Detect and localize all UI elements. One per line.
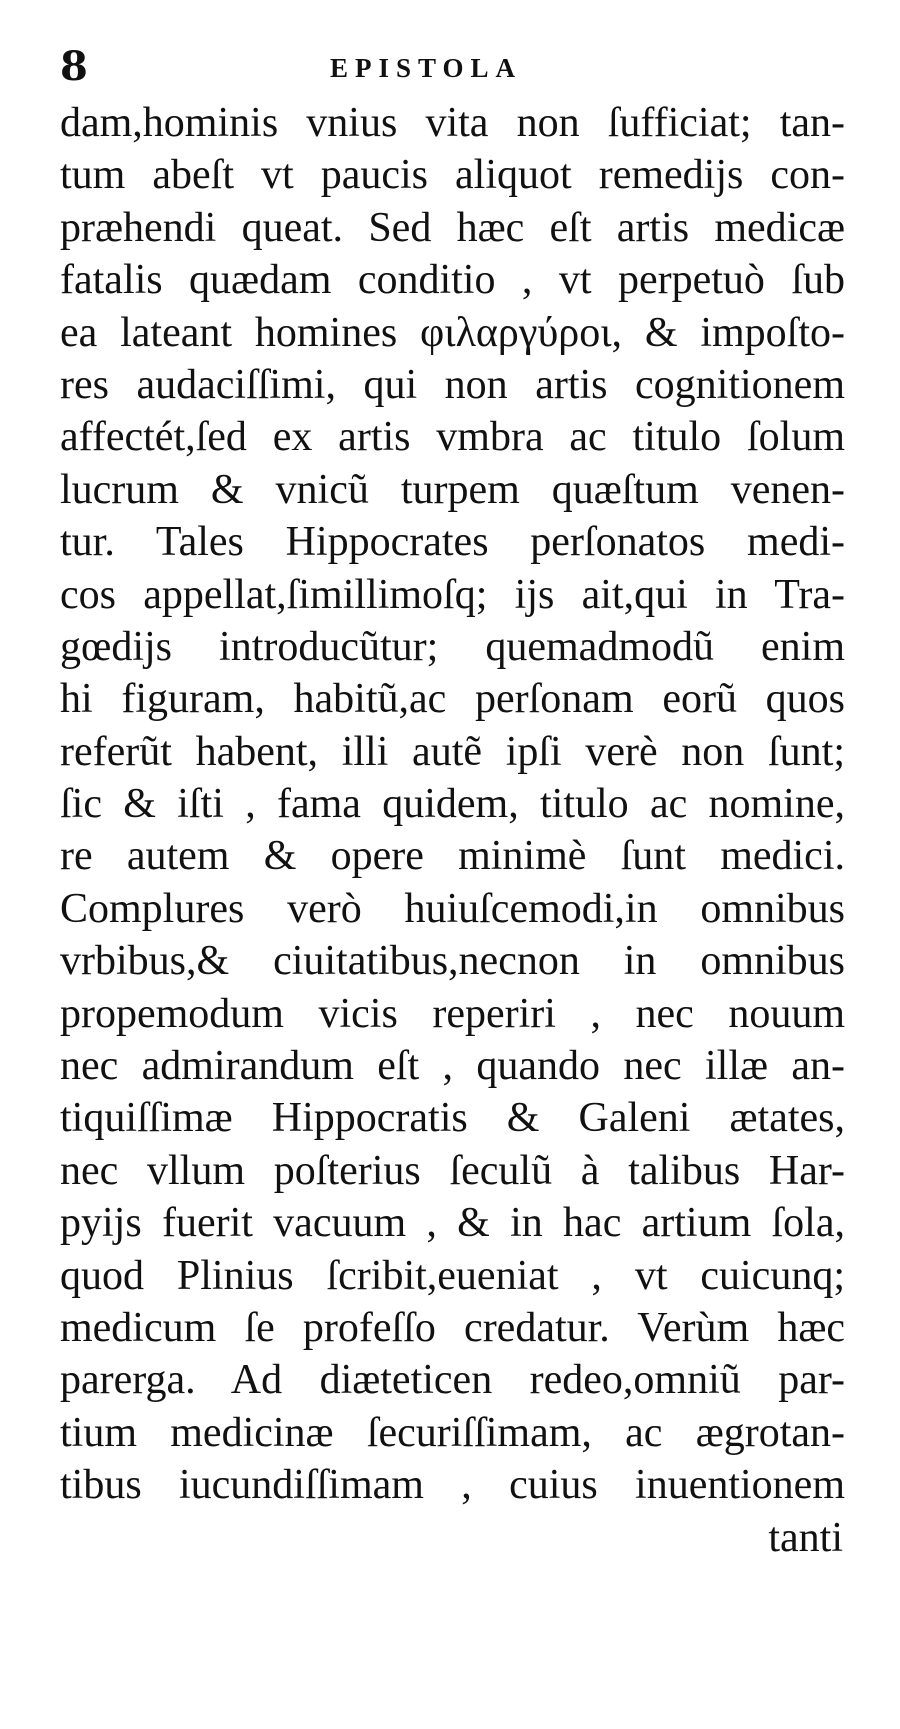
running-head [60,42,850,92]
catchword: tanti [768,1514,843,1561]
text-line: dam,hominis vnius vita non ſufficiat; tan- [60,100,845,146]
text-line: tiquiſſimæ Hippocratis & Galeni ætates, [60,1095,845,1142]
page-number: 8 [60,43,88,90]
text-line: tibus iucundiſſimam , cuius inuentionem [60,1462,845,1509]
body-text [60,97,845,1564]
text-line: nec admirandum eſt , quando nec illæ an- [60,1043,845,1090]
text-line: tum abeſt vt paucis aliquot remedijs con- [60,152,845,199]
text-line: tur. Tales Hippocrates perſonatos medi- [60,519,845,566]
text-line: hi figuram, habitũ,ac perſonam eorũ quos [60,676,845,723]
text-line: Complures verò huiuſcemodi,in omnibus [60,885,845,932]
text-line: re autem & opere minimè ſunt medici. [60,833,845,880]
text-line: vrbibus,& ciuitatibus,necnon in omnibus [60,938,845,985]
text-line: cos appellat,ſimillimoſq; ijs ait,qui in Tra- [60,571,845,618]
text-line: res audaciſſimi, qui non artis cognitionem [60,361,845,408]
text-line: tium medicinæ ſecuriſſimam, ac ægrotan- [60,1409,845,1456]
running-title: EPISTOLA [330,53,523,83]
text-line: ſic & iſti , fama quidem, titulo ac nomine, [60,781,845,828]
text-line: medicum ſe profeſſo credatur. Verùm hæc [60,1304,845,1351]
text-line: lucrum & vnicũ turpem quæſtum venen- [60,466,845,513]
text-line: quod Plinius ſcribit,eueniat , vt cuicunq; [60,1252,845,1299]
text-line: referũt habent, illi autẽ ipſi verè non ſunt; [60,728,845,775]
text-line: nec vllum poſterius ſeculũ à talibus Har- [60,1147,845,1194]
text-line: ea lateant homines φιλαργύροι, & impoſto- [60,309,845,356]
text-line: parerga. Ad diæteticen redeo,omniũ par- [60,1357,845,1404]
text-line: præhendi queat. Sed hæc eſt artis medicæ [60,204,845,251]
text-line: gœdijs introducũtur; quemadmodũ enim [60,623,845,670]
text-line: pyijs fuerit vacuum , & in hac artium ſola, [60,1200,845,1247]
text-line: propemodum vicis reperiri , nec nouum [60,990,845,1037]
text-line: affectét,ſed ex artis vmbra ac titulo ſolum [60,414,845,461]
text-line: fatalis quædam conditio , vt perpetuò ſub [60,257,845,304]
